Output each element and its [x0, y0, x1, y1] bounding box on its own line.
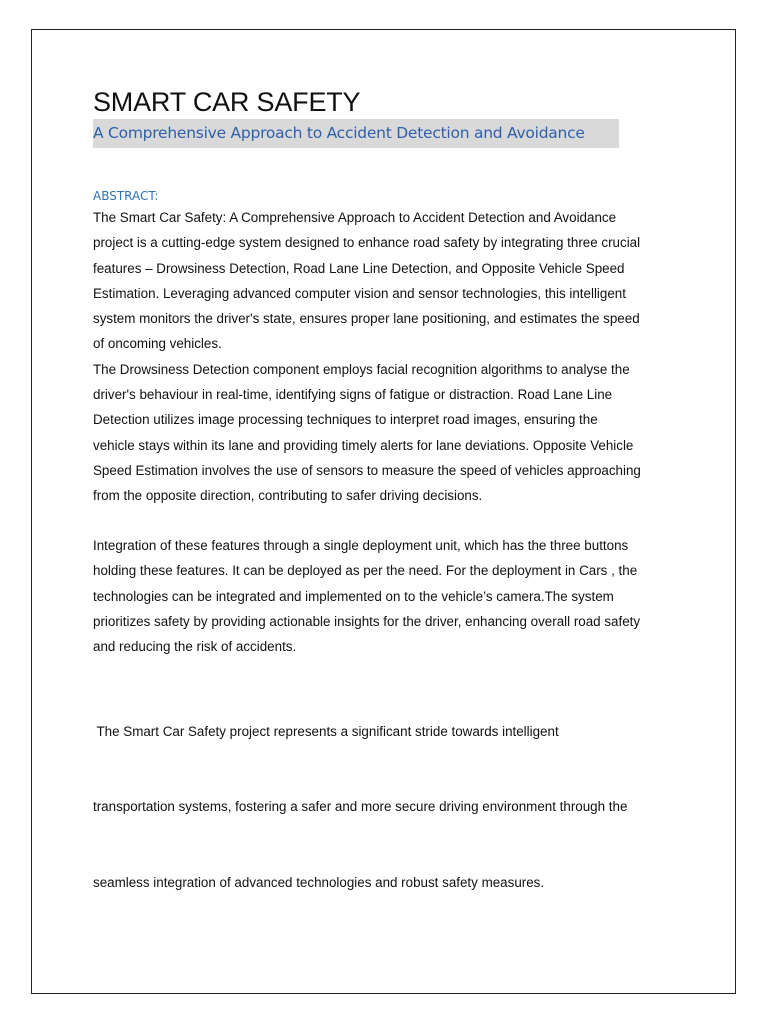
- paragraph-line: features – Drowsiness Detection, Road Lane Line Detection, and Opposite Vehicle Speed: [93, 260, 625, 276]
- paragraph-line: transportation systems, fostering a safer and more secure driving environment through the: [93, 799, 628, 815]
- paragraph-line: and reducing the risk of accidents.: [93, 639, 297, 655]
- paragraph-line: holding these features. It can be deployed as per the need. For the deployment in Cars , the: [93, 563, 638, 579]
- paragraph-line: prioritizes safety by providing actionable insights for the driver, enhancing overall road safety: [93, 613, 641, 629]
- paragraph-line: technologies can be integrated and implemented on to the vehicle’s camera.The system: [93, 588, 614, 604]
- abstract-paragraph-2: [93, 533, 693, 659]
- paragraph-line: driver's behaviour in real-time, identifying signs of fatigue or distraction. Road Lane Line: [93, 387, 613, 403]
- document-subtitle: A Comprehensive Approach to Accident Detection and Avoidance: [93, 119, 619, 148]
- paragraph-line: Estimation. Leveraging advanced computer vision and sensor technologies, this intelligent: [93, 285, 626, 301]
- paragraph-line: system monitors the driver's state, ensures proper lane positioning, and estimates the speed: [93, 311, 640, 327]
- paragraph-line: Integration of these features through a single deployment unit, which has the three buttons: [93, 538, 629, 553]
- paragraph-line: vehicle stays within its lane and providing timely alerts for lane deviations. Opposite Vehicle: [93, 437, 634, 453]
- paragraph-line: seamless integration of advanced technologies and robust safety measures.: [93, 875, 545, 891]
- paragraph-line: The Smart Car Safety project represents a significant stride towards intelligent: [93, 723, 559, 739]
- abstract-paragraph-3: [93, 668, 693, 921]
- paragraph-line: from the opposite direction, contributing to safer driving decisions.: [93, 488, 483, 504]
- abstract-heading: ABSTRACT:: [93, 189, 159, 203]
- paragraph-line: The Drowsiness Detection component employs facial recognition algorithms to analyse the: [93, 361, 630, 377]
- paragraph-line: of oncoming vehicles.: [93, 336, 222, 352]
- document-title: SMART CAR SAFETY: [93, 87, 361, 117]
- paragraph-line: The Smart Car Safety: A Comprehensive Approach to Accident Detection and Avoidance: [93, 210, 617, 225]
- abstract-paragraph-1: [93, 205, 693, 509]
- paragraph-line: project is a cutting-edge system designed to enhance road safety by integrating three crucial: [93, 235, 641, 251]
- paragraph-line: Speed Estimation involves the use of sensors to measure the speed of vehicles approaching: [93, 462, 641, 478]
- paragraph-line: Detection utilizes image processing techniques to interpret road images, ensuring the: [93, 412, 598, 428]
